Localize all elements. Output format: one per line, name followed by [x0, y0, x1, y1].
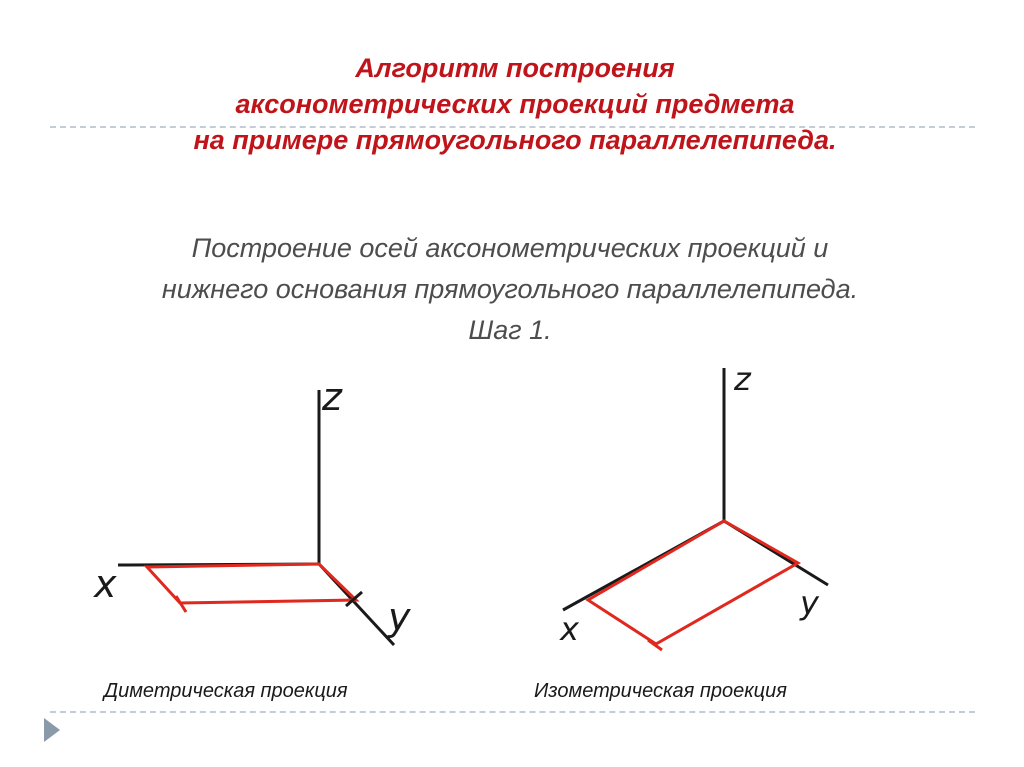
isometric-base: [588, 521, 798, 644]
caption-dimetric: Диметрическая проекция: [104, 680, 348, 702]
isometric-label-y: y: [800, 584, 819, 622]
dimetric-label-z: z: [322, 375, 342, 419]
caption-isometric: Изометрическая проекция: [534, 680, 787, 702]
isometric-label-x: x: [560, 610, 579, 648]
triangle-right-icon[interactable]: [44, 718, 60, 742]
subtitle-line-1: Построение осей аксонометрических проекций и: [191, 233, 829, 263]
divider-bottom: [50, 711, 975, 713]
subtitle-line-3: Шаг 1.: [468, 315, 552, 345]
title-line-2: аксонометрических проекций предмета: [235, 89, 795, 119]
title-line-3: на примере прямоугольного параллелепипеда.: [193, 125, 837, 155]
dimetric-label-x: x: [94, 562, 117, 606]
dimetric-label-y: y: [388, 595, 411, 639]
title-line-1: Алгоритм построения: [355, 53, 675, 83]
subtitle-line-2: нижнего основания прямоугольного параллелепипеда.: [161, 274, 859, 304]
isometric-label-z: z: [734, 360, 751, 398]
